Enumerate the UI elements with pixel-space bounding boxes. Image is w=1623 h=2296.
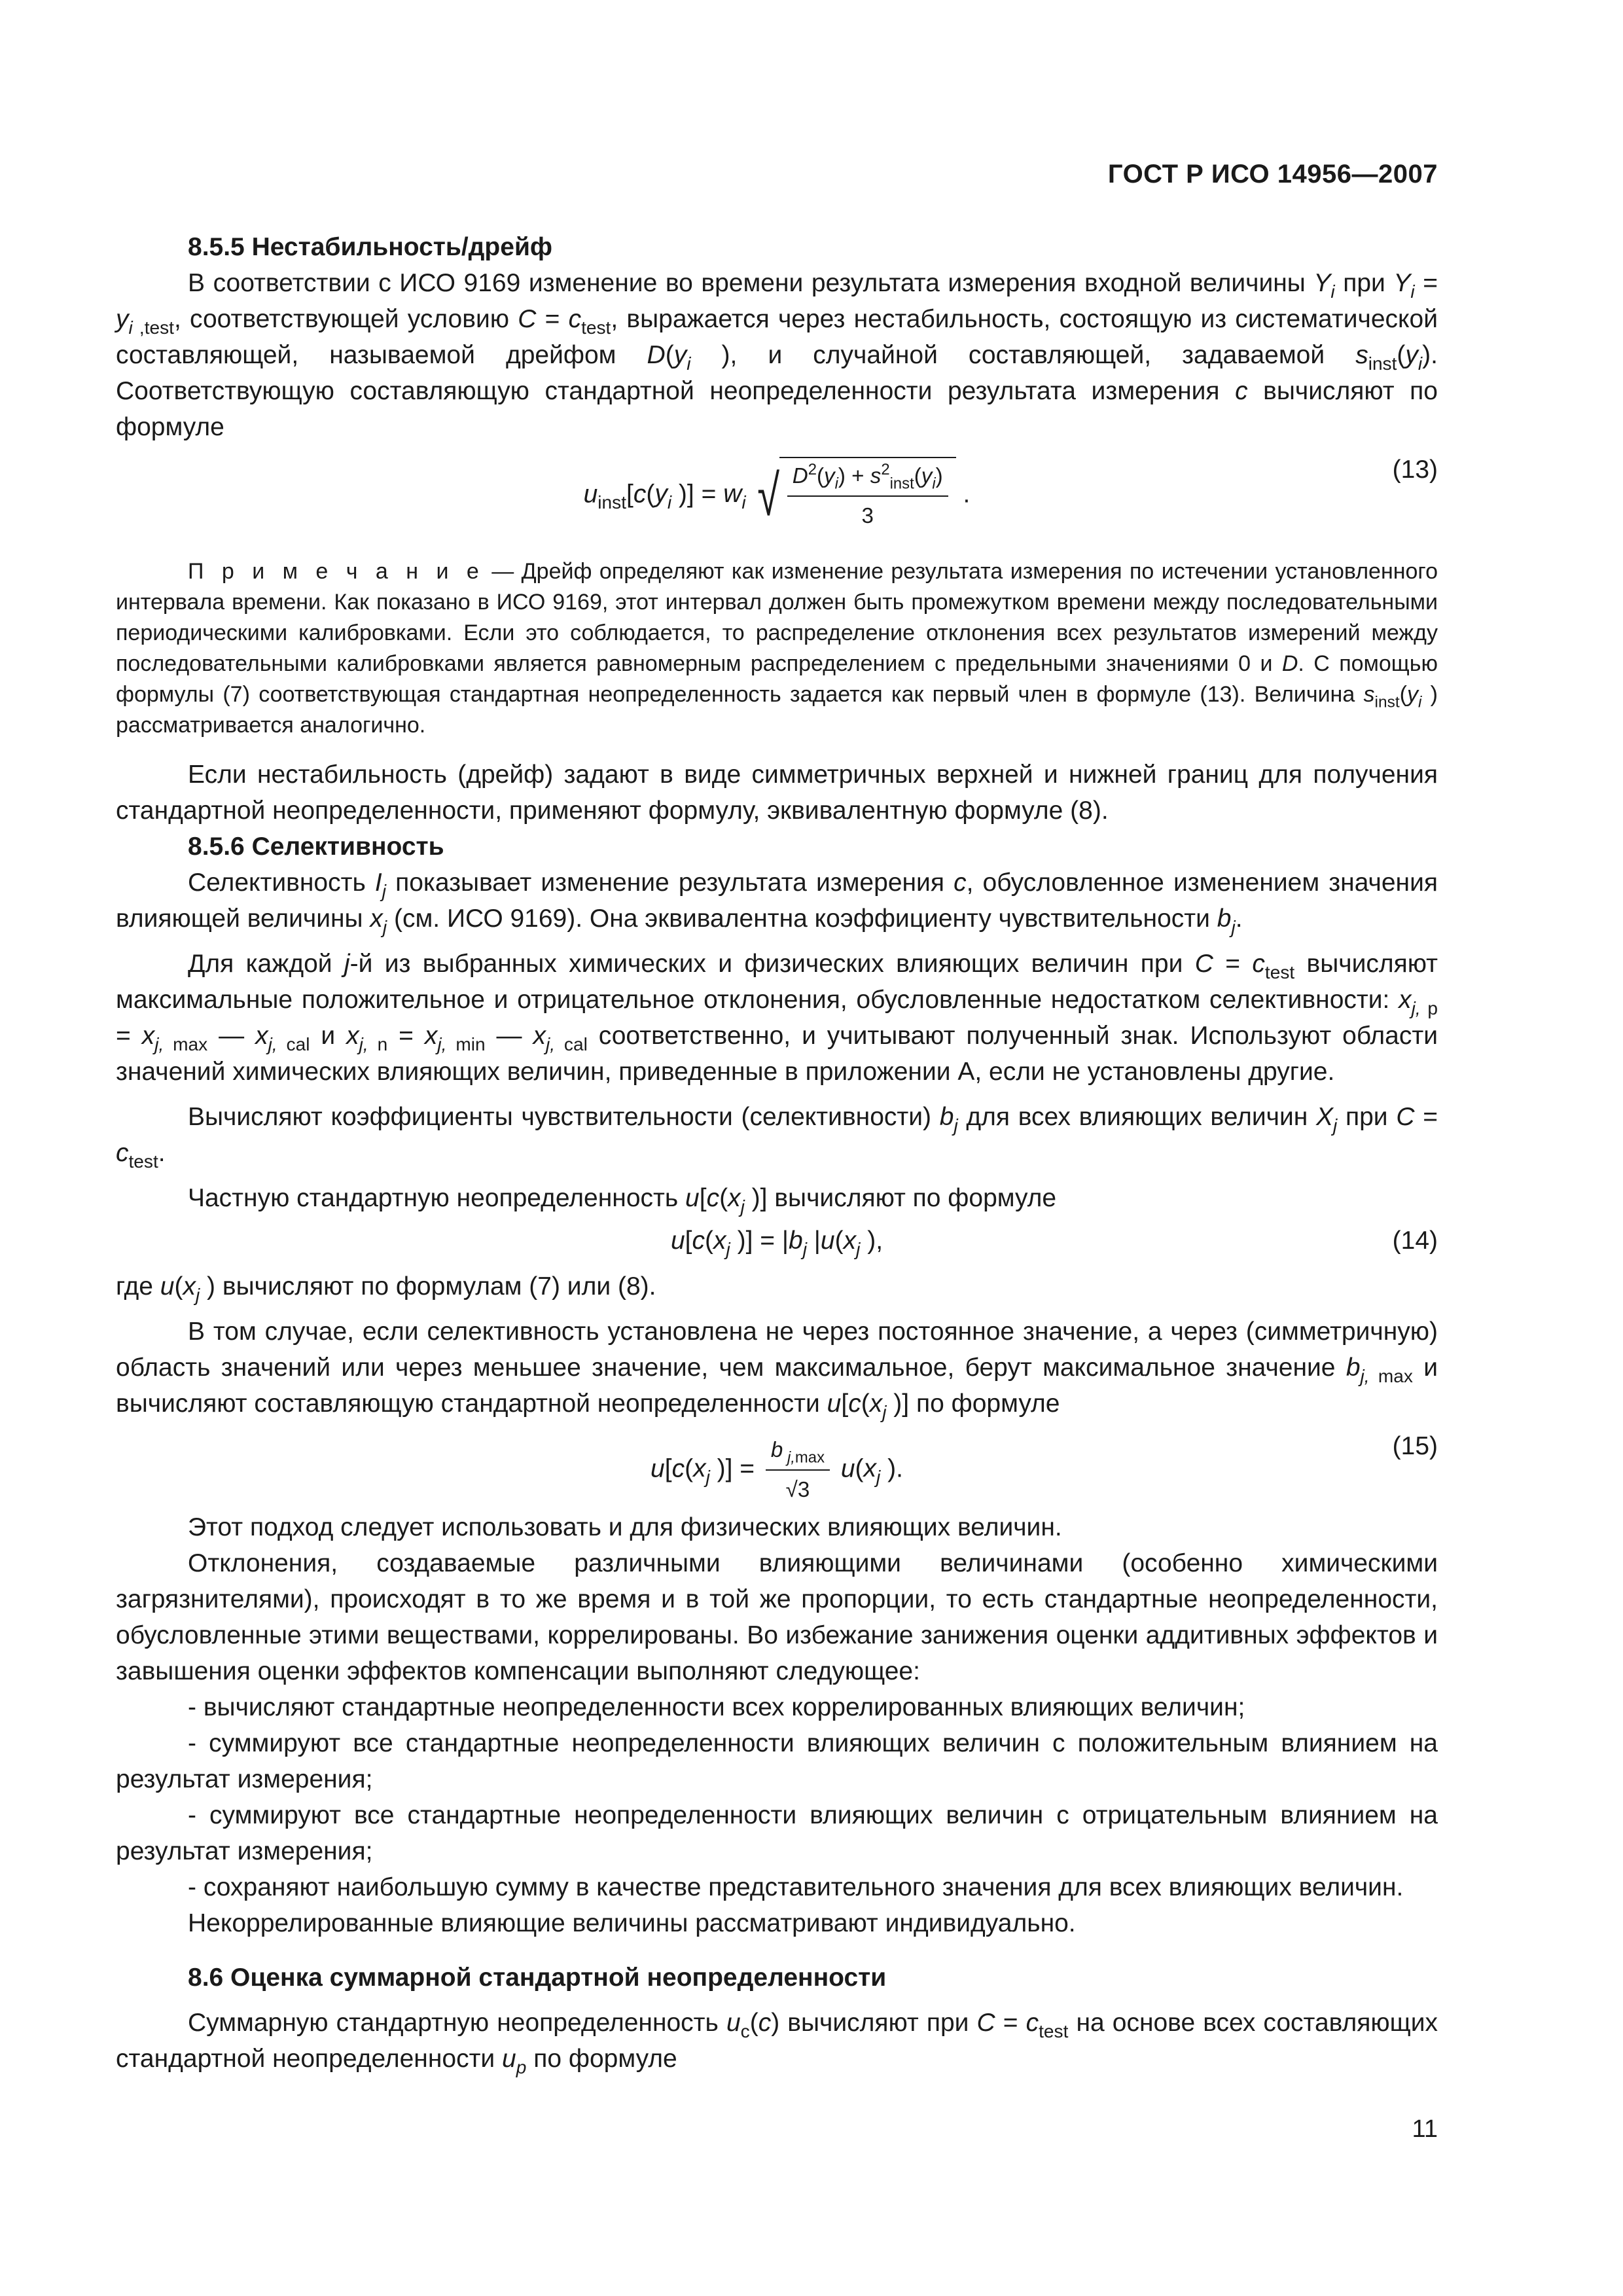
- page-content: [116, 229, 1438, 2077]
- paragraph: Отклонения, создаваемые различными влияющими величинами (особенно химическими загрязнителями), происходят в то же время и в той же пропорции, то есть стандартные неопределенности, обусловленные этими веществами, коррелированы. Во избежание занижения оценки аддитивных эффектов и завышения оценки эффектов компенсации выполняют следующее:: [116, 1549, 1438, 1685]
- equation-number: (14): [1392, 1227, 1438, 1255]
- paragraph: Вычисляют коэффициенты чувствительности (селективности) $b_j$ для всех влияющих величин $X_j$ при $C = c_{test}$.: [116, 1103, 1438, 1172]
- document-header: ГОСТ Р ИСО 14956—2007: [1107, 160, 1438, 188]
- section-heading-8-5-5: 8.5.5 Нестабильность/дрейф: [188, 233, 553, 261]
- page-number: 11: [1412, 2115, 1438, 2143]
- section-heading-8-5-6: 8.5.6 Селективность: [188, 833, 444, 861]
- section-heading-8-6: 8.6 Оценка суммарной стандартной неопределенности: [188, 1964, 887, 1992]
- paragraph: В соответствии с ИСО 9169 изменение во времени результата измерения входной величины $Y_i$ при $Y_i = y_i$ $_{,test}$, соответствующей условию $C = c_{test}$, выражается через нестабильность, состоящую из систематической составляющей, называемой дрейфом $D(y_i$ ), и случайной составляющей, задаваемой $s_{inst}(y_i)$. Соответствующую составляющую стандартной неопределенности результата измерения c вычисляют по формуле: [116, 269, 1438, 441]
- equation-14: $u[c(x_j$ )] = $|b_j$ $|u(x_j$ ), (14): [116, 1223, 1438, 1262]
- paragraph: Если нестабильность (дрейф) задают в виде симметричных верхней и нижней границ для получения стандартной неопределенности, применяют формулу, эквивалентную формуле (8).: [116, 761, 1438, 825]
- equation-15: $u[c(x_j$ )] = $\frac{b _{j,max}}{√3}$ $u(x_j$ ). (15): [116, 1428, 1438, 1500]
- equation-13: $u_{inst}[c(y_i$ )] = $w_i$ √ $\frac{D^2(y_i) + s^2_{inst}(y_i)}{3}$ . (13): [116, 452, 1438, 537]
- note: П р и м е ч а н и е — Дрейф определяют как изменение результата измерения по истечении установленного интервала времени. Как показано в ИСО 9169, этот интервал должен быть промежутком времени между последовательными периодическими калибровками. Если это соблюдается, то распределение отклонения всех результатов измерений между последовательными калибровками является равномерным распределением с предельными значениями 0 и D. С помощью формулы (7) соответствующая стандартная неопределенность задается как первый член в формуле (13). Величина $s_{inst}(y_i$ ) рассматривается аналогично.: [116, 559, 1438, 738]
- paragraph: В том случае, если селективность установлена не через постоянное значение, а через (симметричную) область значений или через меньшее значение, чем максимальное, берут максимальное значение $b_{j,}$ $_{max}$ и вычисляют составляющую стандартной неопределенности $u[c(x_j$ )] по формуле: [116, 1318, 1438, 1422]
- paragraph: Суммарную стандартную неопределенность $u_c(c)$ вычисляют при $C = c_{test}$ на основе всех составляющих стандартной неопределенности $u_p$ по формуле: [116, 2009, 1438, 2077]
- equation-number: (13): [1392, 456, 1438, 484]
- list-item: - суммируют все стандартные неопределенности влияющих величин с отрицательным влиянием на результат измерения;: [116, 1801, 1438, 1865]
- paragraph: Этот подход следует использовать и для физических влияющих величин.: [188, 1513, 1062, 1541]
- square-root: √ $\frac{D^2(y_i) + s^2_{inst}(y_i)}{3}$: [753, 457, 955, 534]
- list-item: - суммируют все стандартные неопределенности влияющих величин с положительным влиянием на результат измерения;: [116, 1729, 1438, 1793]
- paragraph: Частную стандартную неопределенность $u[c(x_j$ )] вычисляют по формуле: [188, 1184, 1057, 1217]
- paragraph: где $u(x_j$ ) вычисляют по формулам (7) или (8).: [116, 1272, 656, 1305]
- paragraph: Для каждой j-й из выбранных химических и физических влияющих величин при $C = c_{test}$ вычисляют максимальные положительное и отрицательное отклонения, обусловленные недостатком селективности: $x_{j,}$ $_p = x_{j,}$ $_{max}$ — $x_{j,}$ $_{cal}$ и $x_{j,}$ $_n = x_{j,}$ $_{min}$ — $x_{j,}$ $_{cal}$ соответственно, и учитывают полученный знак. Используют области значений химических влияющих величин, приведенные в приложении А, если не установлены другие.: [116, 950, 1438, 1086]
- equation-number: (15): [1392, 1432, 1438, 1460]
- paragraph: Селективность $I_j$ показывает изменение результата измерения c, обусловленное изменением значения влияющей величины $x_j$ (см. ИСО 9169). Она эквивалентна коэффициенту чувствительности $b_j$.: [116, 869, 1438, 937]
- fraction: $\frac{b _{j,max}}{√3}$: [766, 1432, 830, 1508]
- list-item: - вычисляют стандартные неопределенности всех коррелированных влияющих величин;: [188, 1693, 1245, 1721]
- list-item: - сохраняют наибольшую сумму в качестве представительного значения для всех влияющих величин.: [188, 1873, 1404, 1901]
- paragraph: Некоррелированные влияющие величины рассматривают индивидуально.: [188, 1909, 1076, 1937]
